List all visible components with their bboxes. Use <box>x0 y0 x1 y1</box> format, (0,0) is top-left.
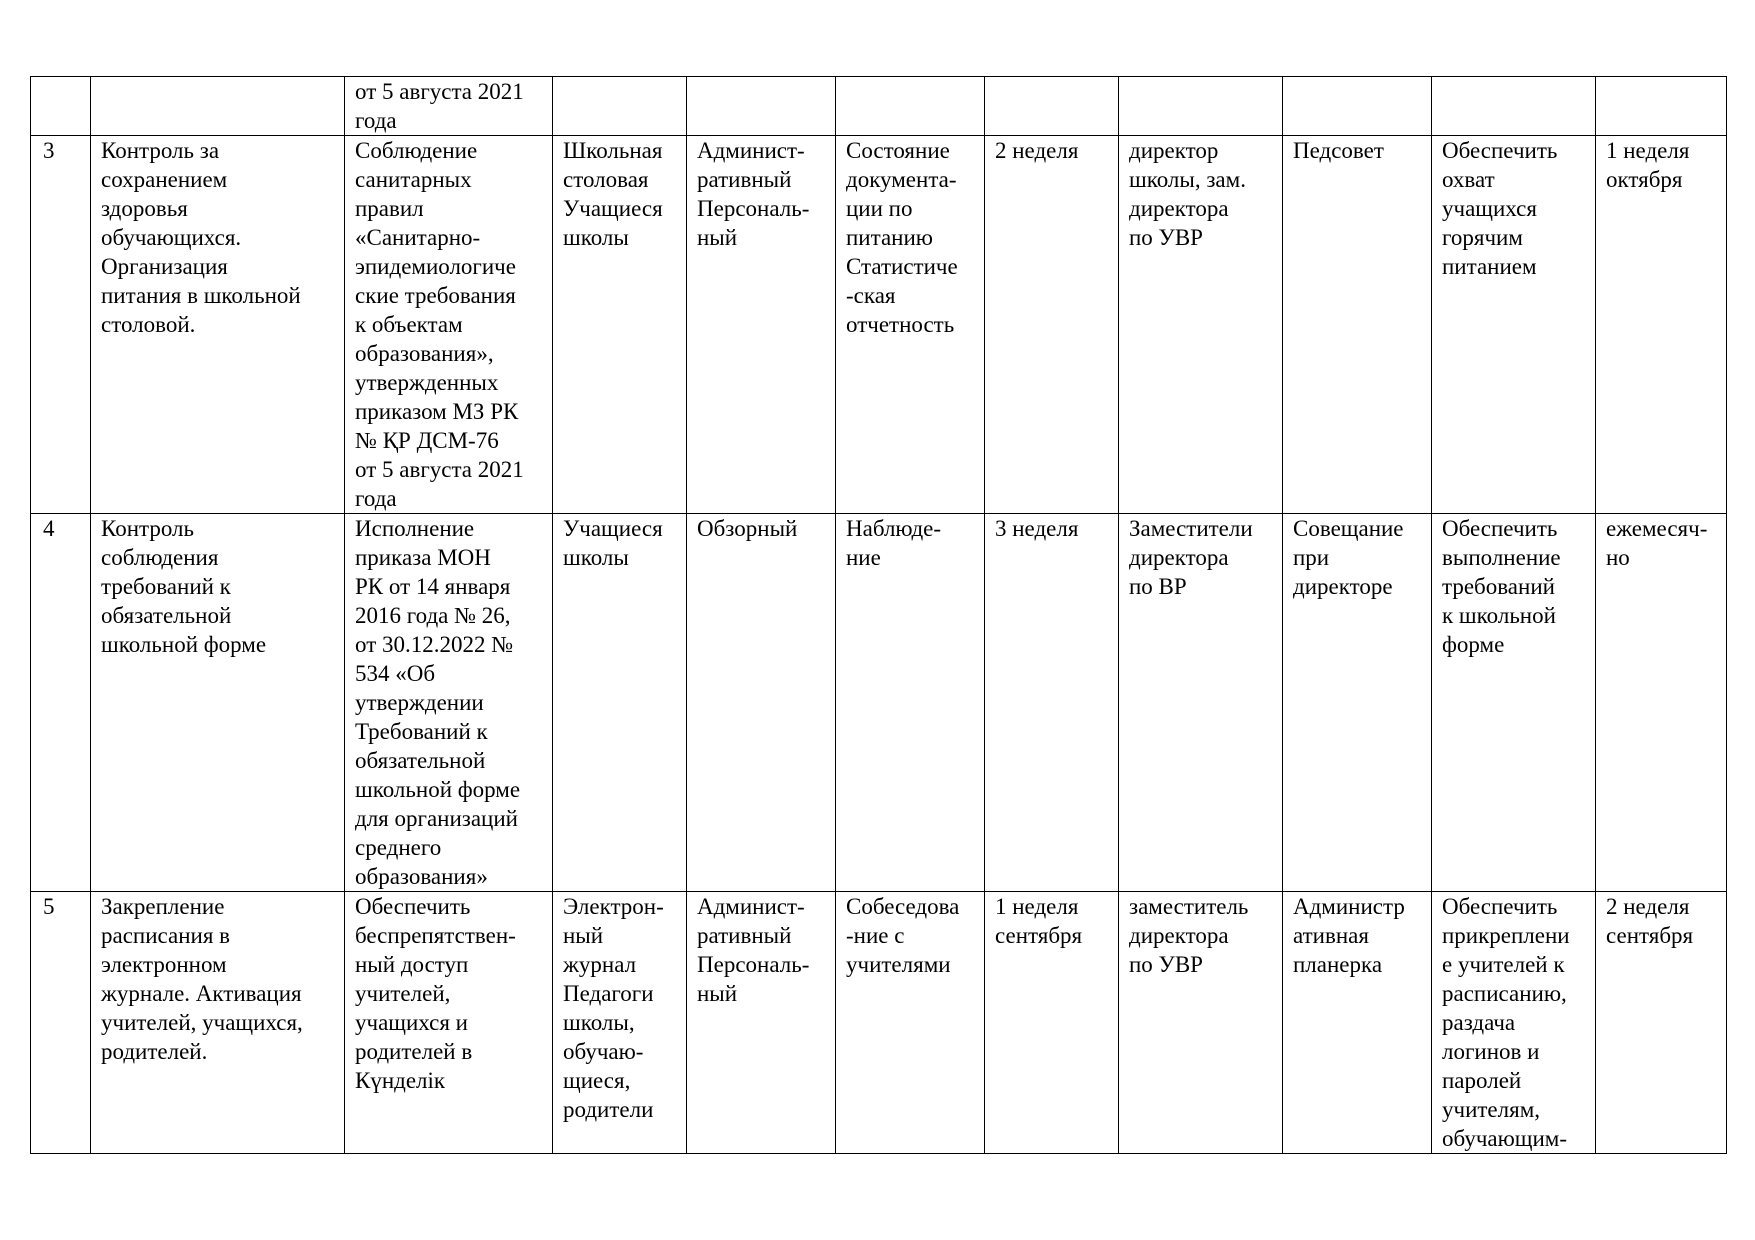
table-row <box>31 136 1727 514</box>
cell-number: 4 <box>31 514 91 892</box>
cell-object <box>553 77 687 136</box>
cell-responsible <box>1119 77 1283 136</box>
cell-deadline: 2 неделя сентября <box>1596 892 1727 1154</box>
cell-control-type <box>687 77 836 136</box>
cell-goal: Исполнение приказа МОН РК от 14 января 2016 года № 26, от 30.12.2022 № 534 «Об утверждении Требований к обязательной школьной форме для организаций среднего образования» <box>345 514 553 892</box>
table-row <box>31 892 1727 1154</box>
cell-control-type: Админист- ративный Персональ- ный <box>687 892 836 1154</box>
table-row <box>31 514 1727 892</box>
cell-result: Обеспечить прикреплени е учителей к расписанию, раздача логинов и паролей учителям, обучающим- <box>1432 892 1596 1154</box>
cell-goal: от 5 августа 2021 года <box>345 77 553 136</box>
cell-review-place: Администр ативная планерка <box>1283 892 1432 1154</box>
cell-topic: Закрепление расписания в электронном журнале. Активация учителей, учащихся, родителей. <box>91 892 345 1154</box>
cell-number: 5 <box>31 892 91 1154</box>
cell-deadline: ежемесяч- но <box>1596 514 1727 892</box>
cell-result: Обеспечить выполнение требований к школьной форме <box>1432 514 1596 892</box>
cell-review-place: Педсовет <box>1283 136 1432 514</box>
cell-result <box>1432 77 1596 136</box>
cell-period: 2 неделя <box>985 136 1119 514</box>
cell-deadline <box>1596 77 1727 136</box>
cell-object: Учащиеся школы <box>553 514 687 892</box>
cell-period: 3 неделя <box>985 514 1119 892</box>
cell-responsible: Заместители директора по ВР <box>1119 514 1283 892</box>
cell-deadline: 1 неделя октября <box>1596 136 1727 514</box>
cell-period: 1 неделя сентября <box>985 892 1119 1154</box>
cell-control-type: Админист- ративный Персональ- ный <box>687 136 836 514</box>
cell-responsible: директор школы, зам. директора по УВР <box>1119 136 1283 514</box>
cell-topic: Контроль за сохранением здоровья обучающихся. Организация питания в школьной столовой. <box>91 136 345 514</box>
cell-review-place: Совещание при директоре <box>1283 514 1432 892</box>
cell-method: Наблюде- ние <box>836 514 985 892</box>
cell-method <box>836 77 985 136</box>
cell-responsible: заместитель директора по УВР <box>1119 892 1283 1154</box>
cell-method: Состояние документа- ции по питанию Статистиче -ская отчетность <box>836 136 985 514</box>
cell-goal: Обеспечить беспрепятствен- ный доступ учителей, учащихся и родителей в Күнделік <box>345 892 553 1154</box>
control-plan-table <box>30 76 1727 1154</box>
cell-number: 3 <box>31 136 91 514</box>
cell-topic <box>91 77 345 136</box>
cell-goal: Соблюдение санитарных правил «Санитарно- эпидемиологиче ские требования к объектам образования», утвержденных приказом МЗ РК № ҚР ДСМ-76 от 5 августа 2021 года <box>345 136 553 514</box>
cell-period <box>985 77 1119 136</box>
table-row <box>31 77 1727 136</box>
cell-method: Собеседова -ние с учителями <box>836 892 985 1154</box>
cell-object: Электрон- ный журнал Педагоги школы, обучаю- щиеся, родители <box>553 892 687 1154</box>
cell-object: Школьная столовая Учащиеся школы <box>553 136 687 514</box>
cell-review-place <box>1283 77 1432 136</box>
cell-topic: Контроль соблюдения требований к обязательной школьной форме <box>91 514 345 892</box>
cell-result: Обеспечить охват учащихся горячим питанием <box>1432 136 1596 514</box>
cell-control-type: Обзорный <box>687 514 836 892</box>
cell-number <box>31 77 91 136</box>
